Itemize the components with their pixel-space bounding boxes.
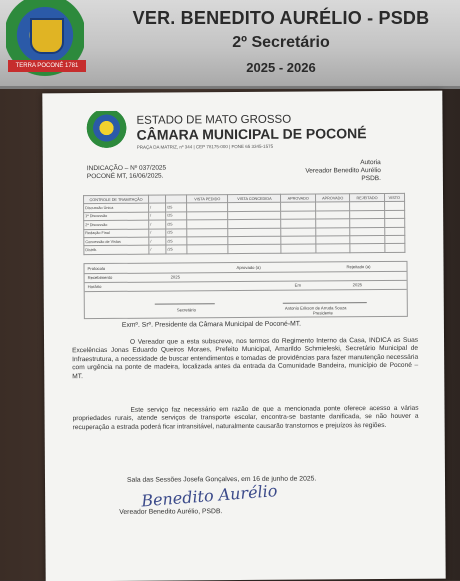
document-page [42, 91, 445, 581]
autoria-party: PSDB. [361, 175, 381, 183]
addressee: Exmº. Srº. Presidente da Câmara Municipal de Poconé-MT. [121, 320, 302, 329]
table-cell: /25 [166, 203, 187, 212]
control-header-cell: APROVADO [281, 194, 316, 203]
horario-label: Horário [87, 283, 102, 290]
table-cell: Discussão Única [84, 204, 149, 213]
header-state: ESTADO DE MATO GROSSO [136, 113, 292, 127]
control-header-cell: REJEITADO [350, 194, 384, 203]
presidente-label: Presidente [312, 310, 333, 316]
plate-name: VER. BENEDITO AURÉLIO - PSDB [132, 8, 430, 28]
header-camara: CÂMARA MUNICIPAL DE POCONÉ [136, 125, 367, 143]
table-cell: / [149, 220, 166, 229]
table-cell: / [149, 237, 166, 246]
table-cell: /25 [166, 237, 187, 246]
table-cell: / [149, 203, 166, 212]
secretario-label: Secretário [176, 307, 196, 313]
recebimento-year: 2025 [170, 274, 180, 280]
table-cell: /25 [166, 212, 187, 221]
crest-shield-icon [30, 18, 64, 54]
autoria-label: Autoria [360, 159, 381, 167]
plate-years: 2025 - 2026 [246, 60, 316, 75]
recebimento-label: Recebimento [87, 274, 113, 281]
municipal-crest-icon [6, 0, 84, 78]
table-cell: /25 [166, 245, 187, 254]
control-header-cell: VISTO [384, 193, 404, 202]
signer-name: Vereador Benedito Aurélio, PSDB. [119, 508, 223, 516]
table-cell: / [149, 245, 166, 254]
secretario-signature-line [155, 303, 215, 304]
em-year: 2025 [352, 282, 362, 288]
control-header-cell [166, 195, 187, 204]
plate-role: 2º Secretário [232, 34, 330, 51]
handwritten-signature: Benedito Aurélio [140, 481, 279, 511]
header-address: PRAÇA DA MATRIZ, nº 344 | CEP 78175-000 | FONE 65 3345-1575 [136, 143, 274, 150]
indicacao-number: INDICAÇÃO – Nº 037/2025 [86, 164, 167, 173]
table-cell: / [149, 212, 166, 221]
presidente-signature-line [283, 302, 367, 304]
table-cell: 2ª Discussão [84, 220, 149, 229]
camara-logo-icon [86, 111, 126, 149]
table-cell: / [149, 229, 166, 238]
indicacao-date: POCONÉ MT, 16/06/2025. [86, 172, 164, 181]
session-date: Sala das Sessões Josefa Gonçalves, em 16 de junho de 2025. [126, 475, 317, 484]
autoria-block [305, 159, 381, 184]
protocolo-label: Protocolo [87, 265, 106, 272]
paragraph-2: Este serviço faz necessário em razão de que a mencionada ponte oferece acesso a várias propriedades rurais, atende serviços de transporte escolar, encontra-se bastante danificada, se não houver a recuperação a estrada poderá ficar intransitável, naturalmente causarão transtornos e prejuízos às regiões. [72, 404, 419, 432]
control-header-cell: VISTA PEDIDO [187, 195, 228, 204]
table-cell: Distrib. [84, 246, 149, 255]
control-header-cell: CONTROLE DE TRAMITAÇÃO [84, 195, 149, 204]
nameplate [0, 0, 460, 89]
em-label: Em [294, 282, 301, 288]
control-header-cell: APROVADO [315, 194, 350, 203]
table-row [84, 244, 405, 255]
table-cell: Redação Final [84, 229, 149, 238]
control-header-cell: VISTA CONCEDIDA [228, 194, 281, 203]
presidente-name: Antonio Erikson de Arruda Souza [284, 305, 347, 311]
table-cell: /25 [166, 228, 187, 237]
rejeitado-label: Rejeitado (a) [346, 264, 371, 270]
table-cell: Concessão de Vistas [84, 237, 149, 246]
crest-ribbon: TERRA POCONÉ 1781 [8, 60, 86, 72]
control-table [83, 193, 405, 255]
autoria-name: Vereador Benedito Aurélio [305, 167, 381, 175]
protocol-box [83, 261, 407, 319]
table-cell: /25 [166, 220, 187, 229]
paragraph-1: O Vereador que a esta subscreve, nos termos do Regimento Interno da Casa, INDICA as Suas Excelências Jonas Eduardo Queiros Moraes, Prefeito Municipal, Amarildo Schmieleski, Secretário Municipal de Infraestrutura, a necessidade de buscar entendimentos e tomadas de providências para fazer manutenção necessária com urgência na ponte de madeira, localizada antes da entrada da Comunidade Bandeira, município de Poconé – MT. [72, 336, 419, 380]
control-header-cell [149, 195, 166, 204]
table-cell: 1ª Discussão [84, 212, 149, 221]
aprovado-label: Aprovado (a) [236, 264, 261, 271]
